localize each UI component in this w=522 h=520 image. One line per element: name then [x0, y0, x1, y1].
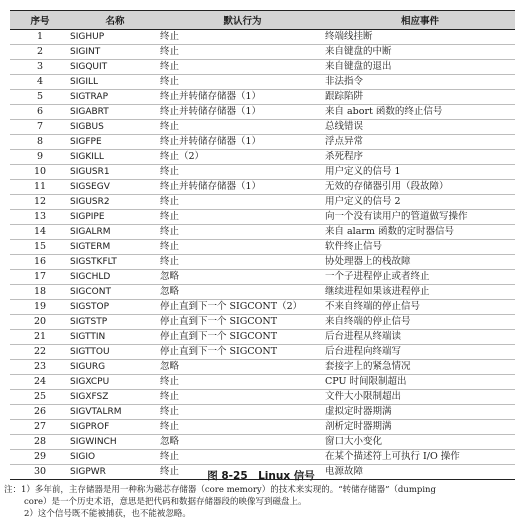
row-number: 26 — [10, 405, 70, 420]
event: 后台进程从终端读 — [325, 330, 515, 345]
signal-name: SIGPWR — [70, 465, 160, 480]
default-action: 终止 — [160, 390, 325, 405]
default-action: 终止 — [160, 30, 325, 45]
table-row — [10, 315, 515, 330]
table-row — [10, 375, 515, 390]
signal-name: SIGUSR1 — [70, 165, 160, 180]
event: 来自键盘的退出 — [325, 60, 515, 75]
event: 浮点异常 — [325, 135, 515, 150]
event: 协处理器上的栈故障 — [325, 255, 515, 270]
signal-name: SIGXFSZ — [70, 390, 160, 405]
table-row — [10, 120, 515, 135]
row-number: 8 — [10, 135, 70, 150]
default-action: 终止 — [160, 255, 325, 270]
default-action: 停止直到下一个 SIGCONT — [160, 315, 325, 330]
row-number: 11 — [10, 180, 70, 195]
table-row — [10, 390, 515, 405]
default-action: 终止 — [160, 375, 325, 390]
table-body — [10, 30, 515, 480]
row-number: 30 — [10, 465, 70, 480]
event: 套接字上的紧急情况 — [325, 360, 515, 375]
default-action: 终止 — [160, 45, 325, 60]
signal-name: SIGCONT — [70, 285, 160, 300]
default-action: 终止 — [160, 195, 325, 210]
signal-name: SIGHUP — [70, 30, 160, 45]
default-action: 停止直到下一个 SIGCONT — [160, 345, 325, 360]
row-number: 22 — [10, 345, 70, 360]
signal-name: SIGABRT — [70, 105, 160, 120]
default-action: 忽略 — [160, 435, 325, 450]
table-row — [10, 345, 515, 360]
footnote-1-line-2: core）是一个历史术语，意思是把代码和数据存储器段的映像写到磁盘上。 — [24, 497, 307, 507]
signal-name: SIGTTOU — [70, 345, 160, 360]
row-number: 28 — [10, 435, 70, 450]
event: 来自终端的停止信号 — [325, 315, 515, 330]
default-action: 终止 — [160, 60, 325, 75]
row-number: 5 — [10, 90, 70, 105]
row-number: 7 — [10, 120, 70, 135]
signal-name: SIGSEGV — [70, 180, 160, 195]
event: 电源故障 — [325, 465, 515, 480]
default-action: 终止 — [160, 240, 325, 255]
event: 剖析定时器期满 — [325, 420, 515, 435]
default-action: 忽略 — [160, 285, 325, 300]
header-name: 名称 — [70, 11, 160, 30]
signal-name: SIGCHLD — [70, 270, 160, 285]
table-row — [10, 360, 515, 375]
signal-name: SIGTTIN — [70, 330, 160, 345]
signal-name: SIGINT — [70, 45, 160, 60]
default-action: 终止 — [160, 210, 325, 225]
default-action: 终止 — [160, 75, 325, 90]
row-number: 1 — [10, 30, 70, 45]
event: 总线错误 — [325, 120, 515, 135]
signal-name: SIGALRM — [70, 225, 160, 240]
signal-name: SIGVTALRM — [70, 405, 160, 420]
row-number: 2 — [10, 45, 70, 60]
default-action: 停止直到下一个 SIGCONT（2） — [160, 300, 325, 315]
table-row — [10, 90, 515, 105]
event: 用户定义的信号 2 — [325, 195, 515, 210]
figure-caption: 图 8-25 Linux 信号 — [207, 470, 315, 482]
event: 虚拟定时器期满 — [325, 405, 515, 420]
row-number: 10 — [10, 165, 70, 180]
default-action: 终止 — [160, 450, 325, 465]
signal-name: SIGTSTP — [70, 315, 160, 330]
signal-name: SIGWINCH — [70, 435, 160, 450]
default-action: 终止 — [160, 165, 325, 180]
table-row — [10, 300, 515, 315]
event: 文件大小限制超出 — [325, 390, 515, 405]
event: 终端线挂断 — [325, 30, 515, 45]
footnote-1-line-1: 注：1）多年前，主存储器是用一种称为磁芯存储器（core memory）的技术来实现的。“转储存储器”（dumping — [4, 485, 436, 495]
table-row — [10, 255, 515, 270]
row-number: 16 — [10, 255, 70, 270]
default-action: 忽略 — [160, 270, 325, 285]
row-number: 20 — [10, 315, 70, 330]
row-number: 23 — [10, 360, 70, 375]
table-header-row — [10, 11, 515, 30]
row-number: 21 — [10, 330, 70, 345]
signal-name: SIGSTOP — [70, 300, 160, 315]
event: 不来自终端的停止信号 — [325, 300, 515, 315]
default-action: 终止并转储存储器（1） — [160, 135, 325, 150]
row-number: 13 — [10, 210, 70, 225]
row-number: 15 — [10, 240, 70, 255]
table-row — [10, 450, 515, 465]
event: CPU 时间限制超出 — [325, 375, 515, 390]
default-action: 停止直到下一个 SIGCONT — [160, 330, 325, 345]
table-row — [10, 150, 515, 165]
table-row — [10, 135, 515, 150]
event: 向一个没有读用户的管道做写操作 — [325, 210, 515, 225]
table-row — [10, 165, 515, 180]
event: 一个子进程停止或者终止 — [325, 270, 515, 285]
event: 窗口大小变化 — [325, 435, 515, 450]
default-action: 终止 — [160, 225, 325, 240]
table-row — [10, 405, 515, 420]
event: 跟踪陷阱 — [325, 90, 515, 105]
header-default-action: 默认行为 — [160, 11, 325, 30]
header-event: 相应事件 — [325, 11, 515, 30]
row-number: 19 — [10, 300, 70, 315]
row-number: 14 — [10, 225, 70, 240]
row-number: 6 — [10, 105, 70, 120]
linux-signals-table — [10, 10, 515, 480]
default-action: 终止 — [160, 465, 325, 480]
table-row — [10, 45, 515, 60]
table-row — [10, 75, 515, 90]
signal-name: SIGTERM — [70, 240, 160, 255]
event: 后台进程向终端写 — [325, 345, 515, 360]
default-action: 终止并转储存储器（1） — [160, 105, 325, 120]
row-number: 29 — [10, 450, 70, 465]
signal-name: SIGSTKFLT — [70, 255, 160, 270]
event: 无效的存储器引用（段故障） — [325, 180, 515, 195]
default-action: 终止并转储存储器（1） — [160, 90, 325, 105]
event: 来自 abort 函数的终止信号 — [325, 105, 515, 120]
signal-name: SIGTRAP — [70, 90, 160, 105]
signal-name: SIGPIPE — [70, 210, 160, 225]
default-action: 忽略 — [160, 360, 325, 375]
table-row — [10, 210, 515, 225]
table-row — [10, 420, 515, 435]
signal-name: SIGURG — [70, 360, 160, 375]
event: 软件终止信号 — [325, 240, 515, 255]
table-row — [10, 285, 515, 300]
signal-name: SIGKILL — [70, 150, 160, 165]
row-number: 24 — [10, 375, 70, 390]
table-row — [10, 60, 515, 75]
default-action: 终止 — [160, 420, 325, 435]
row-number: 17 — [10, 270, 70, 285]
table-row — [10, 225, 515, 240]
row-number: 12 — [10, 195, 70, 210]
signal-name: SIGUSR2 — [70, 195, 160, 210]
event: 用户定义的信号 1 — [325, 165, 515, 180]
default-action: 终止 — [160, 405, 325, 420]
default-action: 终止（2） — [160, 150, 325, 165]
table-row — [10, 240, 515, 255]
signal-name: SIGXCPU — [70, 375, 160, 390]
row-number: 4 — [10, 75, 70, 90]
table-row — [10, 105, 515, 120]
event: 非法指令 — [325, 75, 515, 90]
event: 来自键盘的中断 — [325, 45, 515, 60]
event: 来自 alarm 函数的定时器信号 — [325, 225, 515, 240]
table-row — [10, 180, 515, 195]
footnote-2: 2）这个信号既不能被捕获，也不能被忽略。 — [24, 509, 191, 519]
default-action: 终止并转储存储器（1） — [160, 180, 325, 195]
footnotes — [4, 484, 518, 520]
row-number: 18 — [10, 285, 70, 300]
signal-name: SIGFPE — [70, 135, 160, 150]
event: 在某个描述符上可执行 I/O 操作 — [325, 450, 515, 465]
signal-name: SIGILL — [70, 75, 160, 90]
default-action: 终止 — [160, 120, 325, 135]
row-number: 9 — [10, 150, 70, 165]
table-row — [10, 330, 515, 345]
row-number: 3 — [10, 60, 70, 75]
table-row — [10, 270, 515, 285]
signal-name: SIGBUS — [70, 120, 160, 135]
event: 继续进程如果该进程停止 — [325, 285, 515, 300]
header-number: 序号 — [10, 11, 70, 30]
signal-name: SIGQUIT — [70, 60, 160, 75]
signal-name: SIGIO — [70, 450, 160, 465]
table-row — [10, 435, 515, 450]
event: 杀死程序 — [325, 150, 515, 165]
row-number: 27 — [10, 420, 70, 435]
row-number: 25 — [10, 390, 70, 405]
signal-name: SIGPROF — [70, 420, 160, 435]
table-row — [10, 30, 515, 45]
table-row — [10, 195, 515, 210]
